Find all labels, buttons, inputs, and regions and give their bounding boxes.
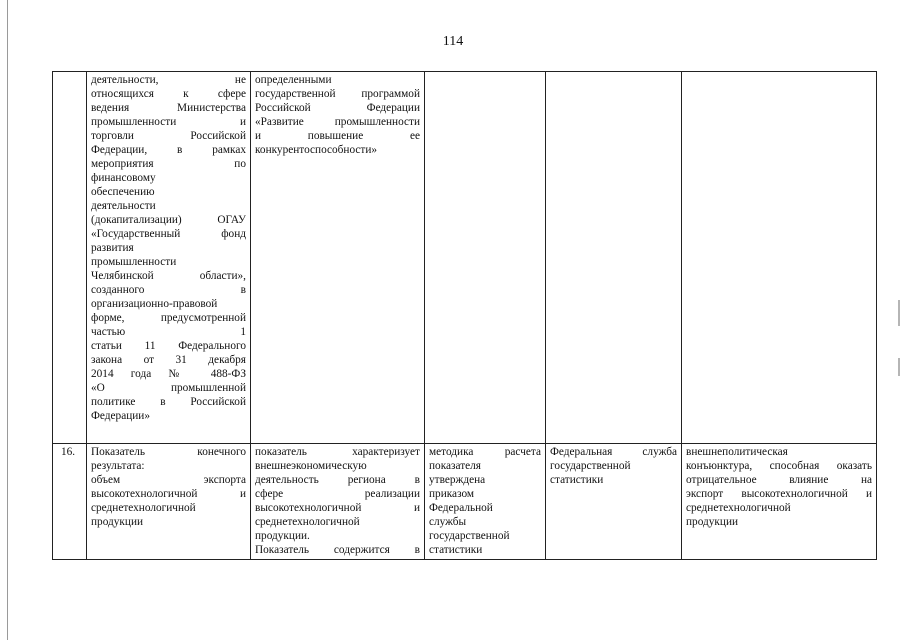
indicator-text <box>91 445 246 529</box>
table-row <box>53 444 877 560</box>
cell-text-line: деятельности, не <box>91 74 246 86</box>
cell-text-line: Показатель содержится в <box>255 544 420 556</box>
cell-text-line: среднетехнологичной <box>91 502 196 514</box>
scan-edge-mark <box>898 300 900 326</box>
cell-text-line: торговли Российской <box>91 130 246 142</box>
cell-text-line: и повышение ее <box>255 130 420 142</box>
cell-text-line: службы <box>429 516 467 528</box>
cell-text-line: внешнеполитическая <box>686 446 788 458</box>
cell-text-line: конъюнктура, способная оказать <box>686 460 872 472</box>
cell-text-line: среднетехнологичной <box>255 516 360 528</box>
description-text <box>255 445 420 557</box>
cell-text-line: утверждена <box>429 474 486 486</box>
cell-text-line: экспорт высокотехнологичной и <box>686 488 872 500</box>
cell-text-line: обеспечению <box>91 186 155 198</box>
cell-text-line: промышленности <box>91 256 177 268</box>
cell-text-line: показатель характеризует <box>255 446 420 458</box>
cell-text-line: продукции <box>91 516 144 528</box>
cell-text-line: государственной <box>429 530 510 542</box>
methodology-cell <box>425 444 546 560</box>
cell-text-line: деятельности <box>91 200 156 212</box>
cell-text-line: статьи 11 Федерального <box>91 340 246 352</box>
cell-text-line: среднетехнологичной <box>686 502 791 514</box>
source-cell <box>546 444 682 560</box>
cell-text-line: государственной программой <box>255 88 420 100</box>
indicator-cell <box>87 72 251 444</box>
cell-text-line: 2014 года № 488-ФЗ <box>91 368 246 380</box>
cell-text-line: частью 1 <box>91 326 246 338</box>
cell-text-line: статистики <box>550 474 604 486</box>
cell-text-line: Челябинской области», <box>91 270 246 282</box>
scan-edge-mark <box>898 358 900 376</box>
description-cell <box>251 444 425 560</box>
source-text <box>550 445 677 487</box>
cell-text-line: «О промышленной <box>91 382 246 394</box>
source-cell <box>546 72 682 444</box>
indicator-cell <box>87 444 251 560</box>
cell-text-line: финансовому <box>91 172 156 184</box>
indicator-text <box>91 73 246 423</box>
cell-text-line: промышленности и <box>91 116 246 128</box>
cell-text-line: деятельность региона в <box>255 474 420 486</box>
table-row <box>53 72 877 444</box>
cell-text-line: «Государственный фонд <box>91 228 246 240</box>
cell-text-line: политике в Российской <box>91 396 246 408</box>
cell-text-line: «Развитие промышленности <box>255 116 420 128</box>
row-number-cell <box>53 444 87 560</box>
cell-text-line: Федеральной <box>429 502 493 514</box>
cell-text-line: приказом <box>429 488 475 500</box>
cell-text-line: конкурентоспособности» <box>255 144 378 156</box>
cell-text-line: форме, предусмотренной <box>91 312 246 324</box>
cell-text-line: сфере реализации <box>255 488 420 500</box>
cell-text-line: высокотехнологичной и <box>91 488 246 500</box>
cell-text-line: продукции. <box>255 530 310 542</box>
cell-text-line: созданного в <box>91 284 246 296</box>
cell-text-line: определенными <box>255 74 332 86</box>
description-cell <box>251 72 425 444</box>
row-number: 16. <box>61 446 76 458</box>
description-text <box>255 73 420 157</box>
cell-text-line: развития <box>91 242 134 254</box>
cell-text-line: государственной <box>550 460 631 472</box>
cell-text-line: относящихся к сфере <box>91 88 246 100</box>
cell-text-line: Показатель конечного <box>91 446 246 458</box>
cell-text-line: методика расчета <box>429 446 541 458</box>
cell-text-line: организационно-правовой <box>91 298 218 310</box>
cell-text-line: отрицательное влияние на <box>686 474 872 486</box>
cell-text-line: объем экспорта <box>91 474 246 486</box>
cell-text-line: статистики <box>429 544 483 556</box>
cell-text-line: результата: <box>91 460 145 472</box>
cell-text-line: ведения Министерства <box>91 102 246 114</box>
cell-text-line: Российской Федерации <box>255 102 420 114</box>
cell-text-line: мероприятия по <box>91 158 246 170</box>
cell-text-line: Федерации, в рамках <box>91 144 246 156</box>
cell-text-line: (докапитализации) ОГАУ <box>91 214 246 226</box>
cell-text-line: показателя <box>429 460 481 472</box>
page-number: 114 <box>442 34 464 49</box>
indicators-table <box>52 71 877 560</box>
methodology-cell <box>425 72 546 444</box>
cell-text-line: продукции <box>686 516 739 528</box>
row-number-cell <box>53 72 87 444</box>
cell-text-line: внешнеэкономическую <box>255 460 367 472</box>
cell-text-line: Федерации» <box>91 410 150 422</box>
factors-text <box>686 445 872 529</box>
cell-text-line: Федеральная служба <box>550 446 677 458</box>
factors-cell <box>682 72 877 444</box>
methodology-text <box>429 445 541 557</box>
cell-text-line: высокотехнологичной и <box>255 502 420 514</box>
cell-text-line: закона от 31 декабря <box>91 354 246 366</box>
factors-cell <box>682 444 877 560</box>
scan-left-border <box>7 0 8 640</box>
